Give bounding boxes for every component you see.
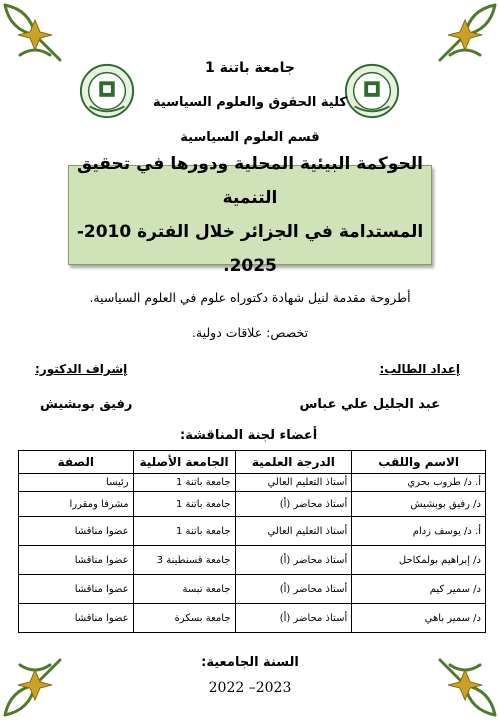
committee-table: [18, 450, 486, 633]
member-role: عضوا مناقشا: [19, 604, 134, 633]
member-rank: أستاذ محاضر (أ): [235, 575, 352, 604]
member-rank: أستاذ التعليم العالي: [235, 517, 352, 546]
table-row: [19, 546, 486, 575]
thesis-title-line-2: المستدامة في الجزائر خلال الفترة 2010-2025.: [76, 222, 424, 276]
member-role: عضوا مناقشا: [19, 517, 134, 546]
corner-ornament-icon: [0, 0, 70, 70]
member-rank: أستاذ محاضر (أ): [235, 604, 352, 633]
thesis-type: أطروحة مقدمة لنيل شهادة دكتوراه علوم في العلوم السياسية.: [89, 290, 411, 305]
member-name: أ. د/ يوسف زدام: [352, 517, 486, 546]
corner-ornament-icon: [430, 0, 500, 70]
table-row: [19, 517, 486, 546]
member-role: مشرفا ومقررا: [19, 492, 134, 517]
table-header-row: [19, 451, 486, 474]
member-university: جامعة باتنة 1: [133, 474, 235, 492]
specialization: تخصص: علاقات دولية.: [191, 325, 309, 340]
column-header: الصفة: [19, 451, 134, 474]
table-row: [19, 492, 486, 517]
thesis-title-box: [68, 154, 432, 276]
corner-ornament-icon: [430, 650, 500, 720]
member-university: جامعة باتنة 1: [133, 492, 235, 517]
corner-ornament-icon: [0, 650, 70, 720]
table-row: [19, 474, 486, 492]
department-name: قسم العلوم السياسية: [180, 130, 320, 145]
faculty-name: كلية الحقوق والعلوم السياسية: [153, 95, 347, 110]
member-role: رئيسا: [19, 474, 134, 492]
column-header: الاسم واللقب: [352, 451, 486, 474]
academic-year-value: 2022 –2023: [208, 680, 292, 696]
column-header: الجامعة الأصلية: [133, 451, 235, 474]
table-row: [19, 604, 486, 633]
university-name: جامعة باتنة 1: [205, 60, 295, 76]
member-role: عضوا مناقشا: [19, 575, 134, 604]
academic-year-label: السنة الجامعية:: [201, 655, 299, 670]
member-name: د/ رفيق بوبشيش: [352, 492, 486, 517]
student-name: عبد الجليل علي عباس: [299, 397, 440, 412]
member-role: عضوا مناقشا: [19, 546, 134, 575]
member-rank: أستاذ محاضر (أ): [235, 546, 352, 575]
supervisor-name: رفيق بوبشيش: [40, 397, 133, 412]
student-label: إعداد الطالب:: [379, 362, 460, 376]
supervisor-label: إشراف الدكتور:: [35, 362, 128, 376]
member-rank: أستاذ محاضر (أ): [235, 492, 352, 517]
member-university: جامعة بسكرة: [133, 604, 235, 633]
member-name: د/ سمير باهي: [352, 604, 486, 633]
member-rank: أستاذ التعليم العالي: [235, 474, 352, 492]
member-name: أ. د/ طروب بحري: [352, 474, 486, 492]
member-university: جامعة قسنطينة 3: [133, 546, 235, 575]
committee-heading: أعضاء لجنة المناقشة:: [180, 428, 318, 443]
member-name: د/ إبراهيم بولمكاحل: [352, 546, 486, 575]
column-header: الدرجة العلمية: [235, 451, 352, 474]
member-university: جامعة باتنة 1: [133, 517, 235, 546]
table-row: [19, 575, 486, 604]
thesis-title-line-1: الحوكمة البيئية المحلية ودورها في تحقيق التنمية: [77, 154, 423, 208]
member-name: د/ سمير كيم: [352, 575, 486, 604]
member-university: جامعة تبسة: [133, 575, 235, 604]
